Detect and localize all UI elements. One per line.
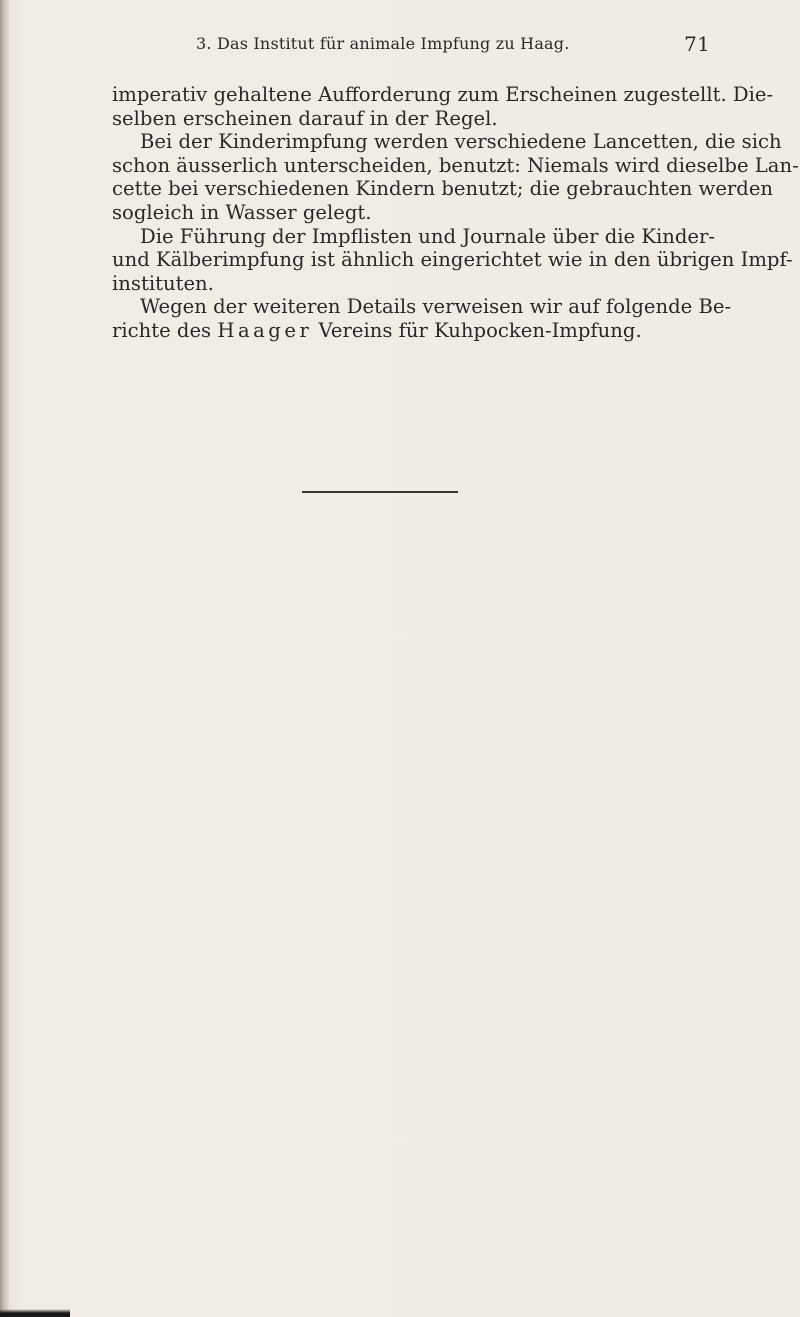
text-line: Bei der Kinderimpfung werden verschiedene Lancetten, die sich <box>140 130 782 154</box>
paragraph-4 <box>112 295 732 342</box>
paragraph-2 <box>112 130 799 224</box>
paragraph-3 <box>112 224 793 296</box>
text-line: cette bei verschiedenen Kindern benutzt; die gebrauchten werden <box>112 177 774 201</box>
text-line: selben erscheinen darauf in der Regel. <box>112 106 498 130</box>
page-header <box>196 34 710 64</box>
text-segment: richte des <box>112 318 218 342</box>
page-number: 71 <box>684 32 710 56</box>
text-line <box>112 319 710 343</box>
section-end-rule <box>302 491 458 493</box>
page-gutter-shadow <box>0 0 10 1317</box>
spaced-emphasis: Haager <box>217 318 313 342</box>
paragraph-1 <box>112 83 774 130</box>
text-line: instituten. <box>112 271 214 295</box>
text-line: sogleich in Wasser gelegt. <box>112 200 372 224</box>
body-text <box>112 83 799 343</box>
text-line: schon äusserlich unterscheiden, benutzt: Niemals wird dieselbe Lan- <box>112 153 799 177</box>
text-line: imperativ gehaltene Aufforderung zum Erscheinen zugestellt. Die- <box>112 83 774 106</box>
text-line: und Kälberimpfung ist ähnlich eingerichtet wie in den übrigen Impf- <box>112 248 793 272</box>
running-head: 3. Das Institut für animale Impfung zu Haag. <box>196 34 570 53</box>
text-line: Die Führung der Impflisten und Journale über die Kinder- <box>140 224 715 248</box>
page-bottom-edge <box>0 1309 70 1317</box>
text-line: Wegen der weiteren Details verweisen wir auf folgende Be- <box>140 295 732 319</box>
text-segment: Vereins für Kuhpocken-Impfung. <box>312 318 642 342</box>
